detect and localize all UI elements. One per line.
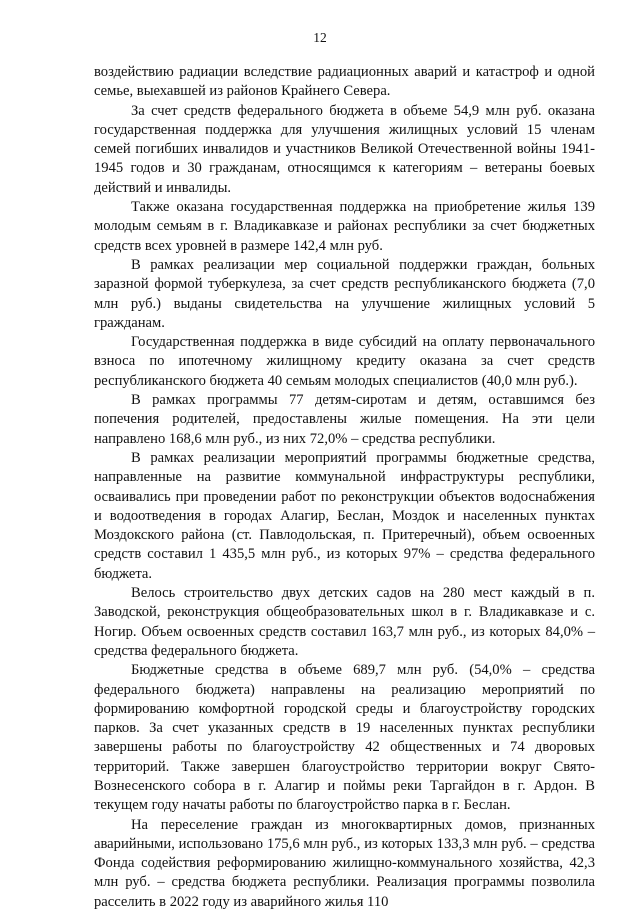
paragraph: воздействию радиации вследствие радиационных аварий и катастроф и одной семье, выехавшей из районов Крайнего Севера.: [94, 64, 595, 100]
paragraph: Велось строительство двух детских садов на 280 мест каждый в п. Заводской, реконструкция общеобразовательных школ в г. Владикавказе и с. Ногир. Объем освоенных средств составил 163,7 млн руб., из которых 84,0% – средства федерального бюджета.: [94, 585, 595, 659]
paragraph: В рамках реализации мероприятий программы бюджетные средства, направленные на развитие коммунальной инфраструктуры республики, осваивались при проведении работ по реконструкции объектов водоснабжения и водоотведения в городах Алагир, Беслан, Моздок и населенных пунктах Моздокского района (ст. Павлодольская, п. Притеречный), объем освоенных средств составил 1 435,5 млн руб., из которых 97% – средства федерального бюджета.: [94, 449, 595, 582]
paragraph: Также оказана государственная поддержка на приобретение жилья 139 молодым семьям в г. Владикавказе и районах республики за счет бюджетных средств всех уровней в размере 142,4 млн руб.: [94, 199, 595, 254]
page-number: 12: [313, 30, 327, 45]
paragraph: Государственная поддержка в виде субсидий на оплату первоначального взноса по ипотечному жилищному кредиту оказана за счет средств республиканского бюджета 40 семьям молодых специалистов (40,0 млн руб.).: [94, 334, 595, 389]
paragraph: Бюджетные средства в объеме 689,7 млн руб. (54,0% – средства федерального бюджета) направлены на реализацию мероприятий по формированию комфортной городской среды и благоустройству городских парков. За счет указанных средств в 19 населенных пунктах республики завершены работы по благоустройству 42 общественных и 74 дворовых территорий. Также завершен благоустройство территории вокруг Свято-Вознесенского собора в г. Алагир и поймы реки Таргайдон в г. Ардон. В текущем году начаты работы по благоустройство парка в г. Беслан.: [94, 662, 595, 814]
document-body: [94, 63, 595, 912]
paragraph: В рамках программы 77 детям-сиротам и детям, оставшимся без попечения родителей, предоставлены жилые помещения. На эти цели направлено 168,6 млн руб., из них 72,0% – средства республики.: [94, 392, 595, 447]
paragraph: На переселение граждан из многоквартирных домов, признанных аварийными, использовано 175,6 млн руб., из которых 133,3 млн руб. – средства Фонда содействия реформированию жилищно-коммунального хозяйства, 42,3 млн руб. – средства бюджета республики. Реализация программы позволила расселить в 2022 году из аварийного жилья 110: [94, 816, 595, 910]
paragraph: За счет средств федерального бюджета в объеме 54,9 млн руб. оказана государственная поддержка для улучшения жилищных условий 15 членам семей погибших инвалидов и участников Великой Отечественной войны 1941-1945 годов и 30 гражданам, относящимся к категориям – ветераны боевых действий и инвалиды.: [94, 102, 595, 196]
paragraph: В рамках реализации мер социальной поддержки граждан, больных заразной формой туберкулеза, за счет средств республиканского бюджета (7,0 млн руб.) выданы свидетельства на улучшение жилищных условий 5 гражданам.: [94, 256, 595, 331]
